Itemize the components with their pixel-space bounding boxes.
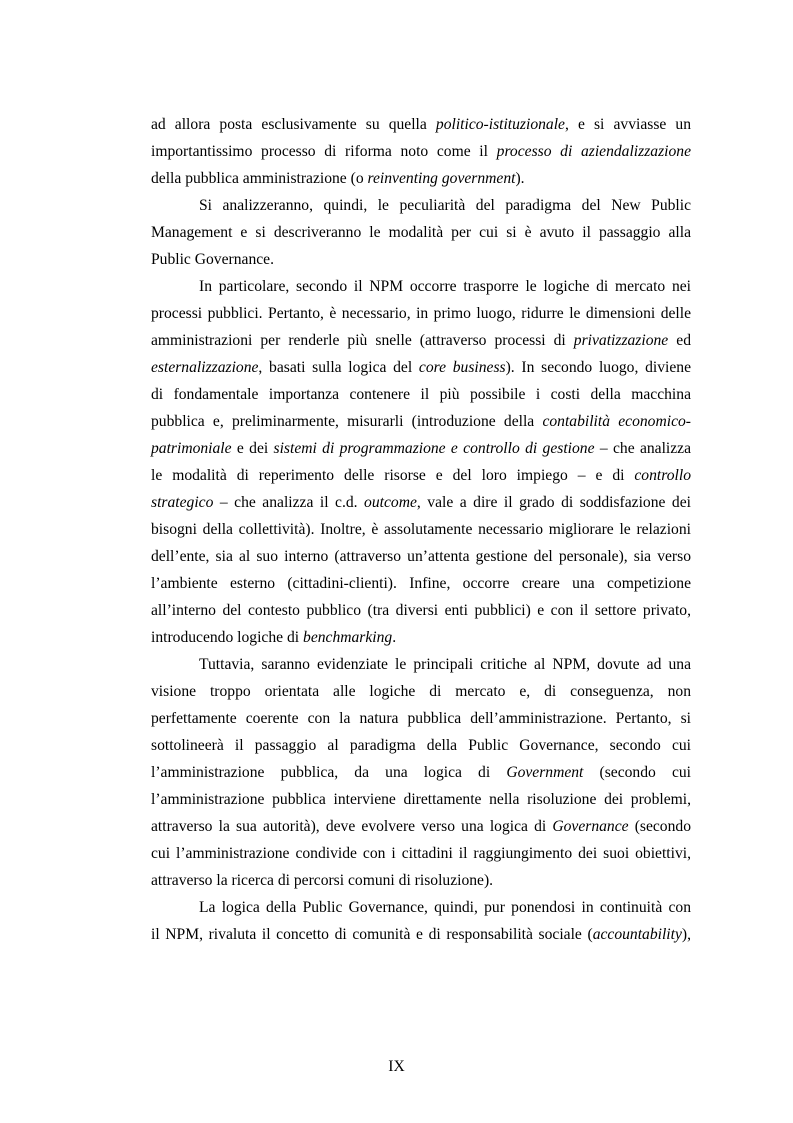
text-line	[151, 169, 691, 189]
italic-text: outcome	[364, 494, 417, 511]
text-line	[151, 385, 691, 405]
text-line	[151, 466, 691, 486]
text-span: ed	[668, 332, 691, 349]
text-line	[151, 250, 691, 270]
text-span: attraverso la sua autorità), deve evolvere verso una logica di	[151, 818, 553, 835]
text-span: l’amministrazione pubblica, da una logica di	[151, 764, 507, 781]
page-number: IX	[388, 1058, 405, 1075]
italic-text: contabilità economico-	[542, 413, 691, 430]
text-span: Si analizzeranno, quindi, le peculiarità del paradigma del New Public	[199, 197, 691, 214]
text-line	[151, 925, 691, 945]
text-line	[151, 574, 691, 594]
text-span: ).	[515, 170, 525, 187]
text-line	[151, 790, 691, 810]
text-span: bisogni della collettività). Inoltre, è assolutamente necessario migliorare le relazioni	[151, 521, 691, 538]
text-span: – che analizza il c.d.	[213, 494, 365, 511]
text-span: amministrazioni per renderle più snelle (attraverso processi di	[151, 332, 574, 349]
italic-text: core business	[418, 359, 506, 376]
text-line	[151, 871, 691, 891]
text-line	[151, 493, 691, 513]
text-line	[199, 655, 691, 675]
text-line	[151, 763, 691, 783]
text-span: .	[392, 629, 397, 646]
text-line	[151, 115, 691, 135]
text-span: visione troppo orientata alle logiche di mercato e, di conseguenza, non	[151, 683, 691, 700]
italic-text: controllo	[634, 467, 691, 484]
text-span: dell’ente, sia al suo interno (attraverso un’attenta gestione del personale), sia verso	[151, 548, 691, 565]
text-span: cui l’amministrazione condivide con i cittadini il raggiungimento dei suoi obiettivi,	[151, 845, 691, 862]
text-span: , basati sulla logica del	[258, 359, 419, 376]
text-span: ad allora posta esclusivamente su quella	[151, 116, 436, 133]
text-span: , vale a dire il grado di soddisfazione dei	[416, 494, 691, 511]
text-line	[151, 709, 691, 729]
italic-text: Government	[506, 764, 584, 781]
text-line	[151, 736, 691, 756]
text-line	[151, 142, 691, 162]
text-span: (secondo	[628, 818, 691, 835]
text-span: In particolare, secondo il NPM occorre trasporre le logiche di mercato nei	[199, 278, 691, 295]
italic-text: reinventing government	[367, 170, 516, 187]
text-line	[151, 304, 691, 324]
text-span: (secondo cui	[583, 764, 691, 781]
italic-text: processo di aziendalizzazione	[496, 143, 691, 160]
text-line	[151, 844, 691, 864]
text-line	[151, 439, 691, 459]
text-span: della pubblica amministrazione (o	[151, 170, 368, 187]
text-span: all’interno del contesto pubblico (tra diversi enti pubblici) e con il settore privato,	[151, 602, 691, 619]
text-span: sottolineerà il passaggio al paradigma della Public Governance, secondo cui	[151, 737, 691, 754]
text-span: il NPM, rivaluta il concetto di comunità e di responsabilità sociale (	[151, 926, 593, 943]
text-line	[151, 358, 691, 378]
italic-text: strategico	[151, 494, 214, 511]
text-line	[151, 520, 691, 540]
text-line	[151, 817, 691, 837]
italic-text: patrimoniale	[151, 440, 232, 457]
text-line	[151, 601, 691, 621]
text-span: – che analizza	[594, 440, 692, 457]
text-span: ),	[681, 926, 691, 943]
text-line	[151, 223, 691, 243]
text-span: attraverso la ricerca di percorsi comuni di risoluzione).	[151, 872, 494, 889]
text-line	[199, 277, 691, 297]
italic-text: benchmarking	[303, 629, 393, 646]
text-line	[151, 331, 691, 351]
text-span: le modalità di reperimento delle risorse e del loro impiego – e di	[151, 467, 635, 484]
text-span: processi pubblici. Pertanto, è necessario, in primo luogo, ridurre le dimensioni delle	[151, 305, 691, 322]
text-span: importantissimo processo di riforma noto come il	[151, 143, 497, 160]
italic-text: sistemi di programmazione e controllo di gestione	[273, 440, 595, 457]
text-span: introducendo logiche di	[151, 629, 304, 646]
italic-text: politico-istituzionale	[435, 116, 565, 133]
text-line	[151, 547, 691, 567]
text-span: l’amministrazione pubblica interviene direttamente nella risoluzione dei problemi,	[151, 791, 691, 808]
text-span: e dei	[231, 440, 274, 457]
text-span: , e si avviasse un	[564, 116, 691, 133]
text-span: Public Governance.	[151, 251, 274, 268]
italic-text: esternalizzazione	[151, 359, 259, 376]
text-span: Management e si descriveranno le modalità per cui si è avuto il passaggio alla	[151, 224, 691, 241]
text-span: di fondamentale importanza contenere il più possibile i costi della macchina	[151, 386, 691, 403]
text-span: l’ambiente esterno (cittadini-clienti). Infine, occorre creare una competizione	[151, 575, 691, 592]
text-span: perfettamente coerente con la natura pubblica dell’amministrazione. Pertanto, si	[151, 710, 691, 727]
italic-text: accountability	[592, 926, 682, 943]
text-line	[199, 898, 691, 918]
text-line	[151, 412, 691, 432]
italic-text: privatizzazione	[573, 332, 669, 349]
text-span: La logica della Public Governance, quindi, pur ponendosi in continuità con	[199, 899, 691, 916]
text-span: Tuttavia, saranno evidenziate le principali critiche al NPM, dovute ad una	[199, 656, 691, 673]
text-line	[199, 196, 691, 216]
italic-text: Governance	[552, 818, 629, 835]
text-span: ). In secondo luogo, diviene	[505, 359, 691, 376]
text-span: pubblica e, preliminarmente, misurarli (introduzione della	[151, 413, 543, 430]
text-line	[151, 628, 691, 648]
text-line	[151, 682, 691, 702]
